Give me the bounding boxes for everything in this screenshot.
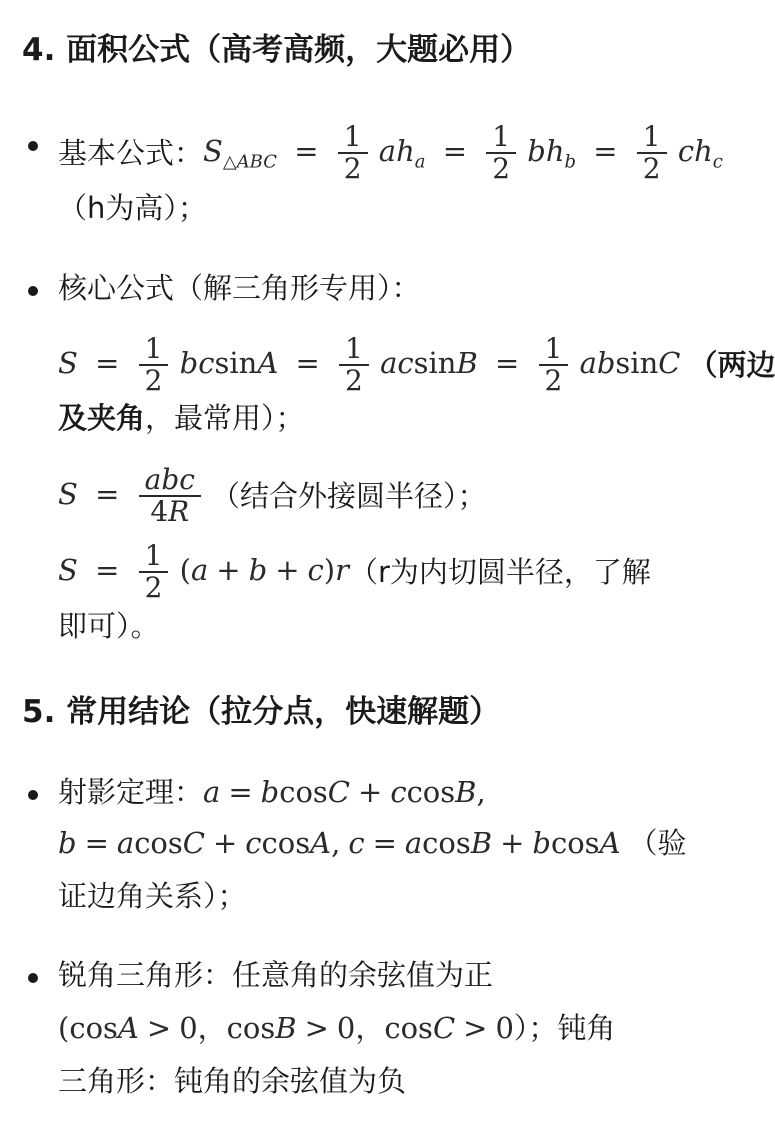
basic-formula-label: 基本公式：	[58, 136, 204, 170]
acute-triangle-label: 锐角三角形：任意角的余弦值为正	[58, 958, 494, 992]
basic-area-formula: $S_{\triangle ABC}$ = $\frac{1}{2}$ $ah_a$ = $\frac{1}{2}$ $bh_b$ = $\frac{1}{2}$ $ch_c$	[203, 120, 723, 185]
inradius-note-cont: 即可）。	[58, 609, 160, 643]
sine-formula-note-bold: （两边	[688, 348, 775, 382]
projection-formula-a: a = bcosC + ccosB,	[203, 775, 486, 809]
sine-area-formula-line	[58, 334, 775, 396]
acute-condition-formula: (cosA > 0，cosB > 0，cosC > 0	[58, 1011, 514, 1045]
separator: ，	[197, 1011, 227, 1045]
projection-note: （验	[628, 826, 687, 860]
bullet-dot	[28, 141, 38, 151]
projection-formula-c: c = acosB + bcosA	[348, 826, 621, 860]
circumradius-formula-line	[58, 465, 486, 527]
acute-condition-tail: ）；钝角	[513, 1011, 616, 1045]
circumradius-area-formula: S = $\frac{\text{abc}}{4R}$	[58, 465, 203, 527]
bullet-dot	[28, 286, 38, 296]
basic-formula-line	[58, 122, 723, 184]
sine-formula-note-rest: ，最常用）；	[145, 401, 305, 435]
sine-formula-note-line	[58, 398, 305, 438]
core-formula-label: 核心公式（解三角形专用）：	[58, 271, 421, 305]
sine-area-formula: S = $\frac{1}{2}$ bcsinA = $\frac{1}{2}$ acsinB = $\frac{1}{2}$ absinC	[58, 332, 681, 397]
separator: ，	[355, 1011, 385, 1045]
bullet-dot	[28, 790, 38, 800]
basic-formula-note: （h为高）；	[58, 191, 207, 225]
bullet-dot	[28, 973, 38, 983]
inradius-note: （r为内切圆半径，了解	[348, 555, 651, 589]
obtuse-triangle-text: 三角形：钝角的余弦值为负	[58, 1064, 407, 1098]
projection-line-1	[58, 772, 486, 812]
projection-line-2	[58, 823, 687, 863]
projection-formula-b: b = acosC + ccosA,	[58, 826, 341, 860]
section-4-heading: 4. 面积公式（高考高频，大题必用）	[22, 32, 532, 68]
projection-note-cont: 证边角关系）；	[58, 879, 247, 913]
section-5-heading: 5. 常用结论（拉分点，快速解题）	[22, 694, 501, 730]
circumradius-note: （结合外接圆半径）；	[210, 479, 487, 513]
acute-condition-line	[58, 1008, 615, 1048]
sine-formula-note-bold-cont: 及夹角	[58, 401, 146, 435]
inradius-formula-line	[58, 541, 651, 603]
projection-label: 射影定理：	[58, 775, 204, 809]
inradius-area-formula: S = $\frac{1}{2}$ (a + b + c)r	[58, 539, 349, 604]
